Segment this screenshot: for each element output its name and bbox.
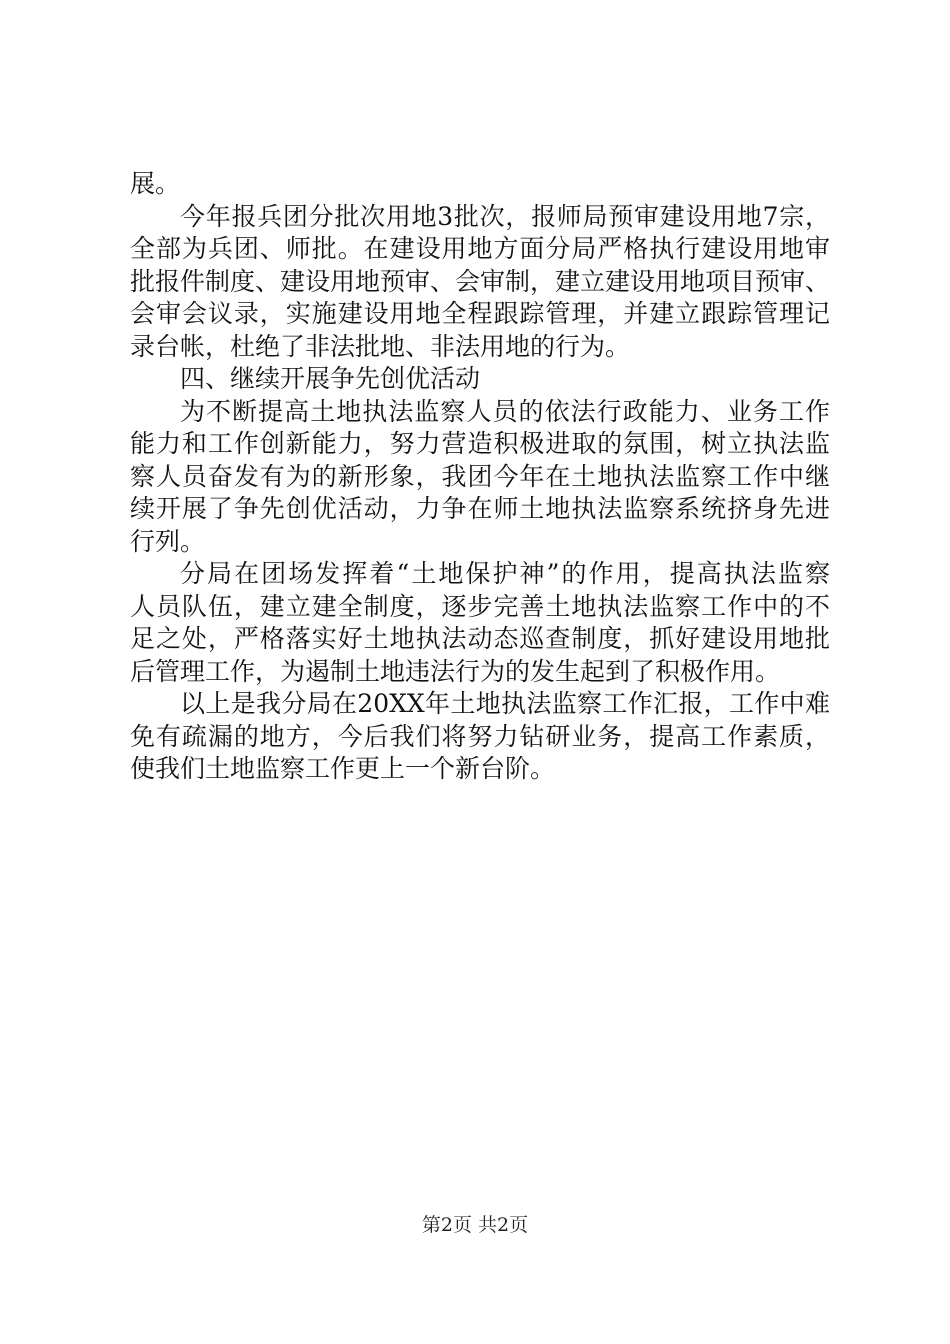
document-line: 全部为兵团、师批。在建设用地方面分局严格执行建设用地审 <box>130 234 830 263</box>
document-line: 行列。 <box>130 526 206 556</box>
document-line: 录台帐，杜绝了非法批地、非法用地的行为。 <box>130 331 631 361</box>
document-line: 会审会议录，实施建设用地全程跟踪管理，并建立跟踪管理记 <box>130 299 830 328</box>
document-line: 分局在团场发挥着“土地保护神”的作用，提高执法监察 <box>180 559 830 588</box>
document-body <box>130 168 830 786</box>
page-footer: 第2页 共2页 <box>421 1214 529 1236</box>
document-line: 以上是我分局在20XX年土地执法监察工作汇报，工作中难 <box>180 689 830 718</box>
document-line: 足之处，严格落实好土地执法动态巡查制度，抓好建设用地批 <box>130 624 830 653</box>
document-line: 四、继续开展争先创优活动 <box>180 364 481 393</box>
document-line: 展。 <box>130 169 181 198</box>
document-line: 能力和工作创新能力，努力营造积极进取的氛围，树立执法监 <box>130 429 830 458</box>
document-line: 人员队伍，建立建全制度，逐步完善土地执法监察工作中的不 <box>130 591 830 621</box>
document-line: 为不断提高土地执法监察人员的依法行政能力、业务工作 <box>180 396 830 426</box>
document-line: 使我们土地监察工作更上一个新台阶。 <box>130 754 556 783</box>
document-line: 后管理工作，为遏制土地违法行为的发生起到了积极作用。 <box>130 656 781 686</box>
document-line: 今年报兵团分批次用地3批次，报师局预审建设用地7宗， <box>180 201 830 231</box>
document-line: 免有疏漏的地方，今后我们将努力钻研业务，提高工作素质， <box>130 721 830 751</box>
document-line: 批报件制度、建设用地预审、会审制，建立建设用地项目预审、 <box>130 266 831 296</box>
document-line: 察人员奋发有为的新形象，我团今年在土地执法监察工作中继 <box>130 461 830 491</box>
document-line: 续开展了争先创优活动，力争在师土地执法监察系统挤身先进 <box>130 494 830 523</box>
